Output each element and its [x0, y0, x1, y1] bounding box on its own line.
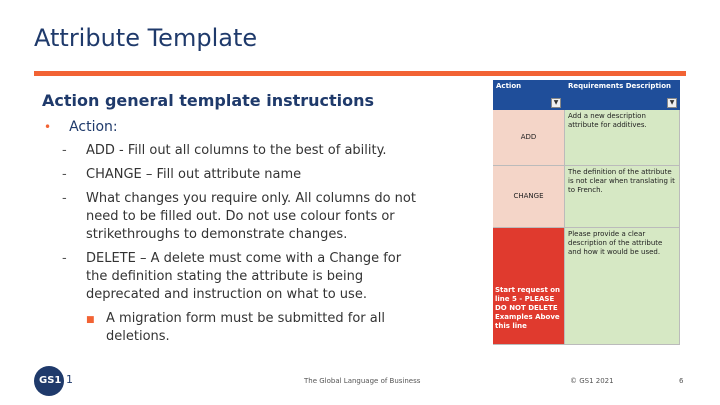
header-action: Action	[496, 82, 522, 90]
dash-marker: -	[62, 143, 67, 158]
table-cell-description: Please provide a clear description of the attribute and how it would be used.	[565, 228, 680, 345]
page-number: 6	[679, 377, 684, 385]
table-cell-description: Add a new description attribute for additives.	[565, 110, 680, 166]
title-divider	[34, 71, 686, 76]
filter-dropdown-icon[interactable]: ▼	[667, 98, 677, 108]
dash-marker: -	[62, 191, 67, 206]
action-bullet-label: Action:	[69, 119, 118, 135]
table-cell-action: CHANGE	[493, 166, 565, 228]
list-item-text: CHANGE – Fill out attribute name	[86, 167, 302, 182]
footer-copyright: © GS1 2021	[570, 377, 614, 385]
table-cell-action: ADD	[493, 110, 565, 166]
dash-marker: -	[62, 251, 67, 266]
slide-title: Attribute Template	[34, 24, 258, 52]
footer-tagline: The Global Language of Business	[304, 377, 421, 385]
header-requirements: Requirements Description	[568, 82, 671, 90]
sub-list-item-text: A migration form must be submitted for all deletions.	[106, 311, 385, 344]
dash-marker: -	[62, 167, 67, 182]
gs1-logo	[34, 366, 64, 396]
list-item	[62, 166, 422, 184]
list-item-text: What changes you require only. All columns do not need to be filled out. Do not use colour fonts or strikethroughs to demonstrate changes.	[86, 191, 416, 242]
logo-suffix: 1	[66, 373, 73, 386]
list-item-text: DELETE – A delete must come with a Change for the definition stating the attribute is being deprecated and instruction on what to use.	[86, 251, 402, 302]
bullet-dot-icon: •	[44, 120, 52, 134]
filter-dropdown-icon[interactable]: ▼	[551, 98, 561, 108]
template-table	[493, 80, 680, 353]
table-header	[493, 80, 680, 110]
section-subtitle: Action general template instructions	[42, 91, 375, 110]
list-item-text: ADD - Fill out all columns to the best of ability.	[86, 143, 387, 158]
list-item	[62, 250, 422, 304]
table-cell-description: The definition of the attribute is not clear when translating it to French.	[565, 166, 680, 228]
table-cell-action: Start request on line 5 - PLEASE DO NOT DELETE Examples Above this line	[493, 228, 565, 345]
list-item	[62, 190, 422, 244]
square-bullet-icon: ■	[86, 315, 95, 325]
logo-text: GS1	[39, 375, 62, 386]
list-item	[62, 142, 422, 160]
instruction-list	[62, 142, 422, 346]
action-bullet	[44, 119, 118, 135]
sub-list-item	[86, 310, 422, 346]
